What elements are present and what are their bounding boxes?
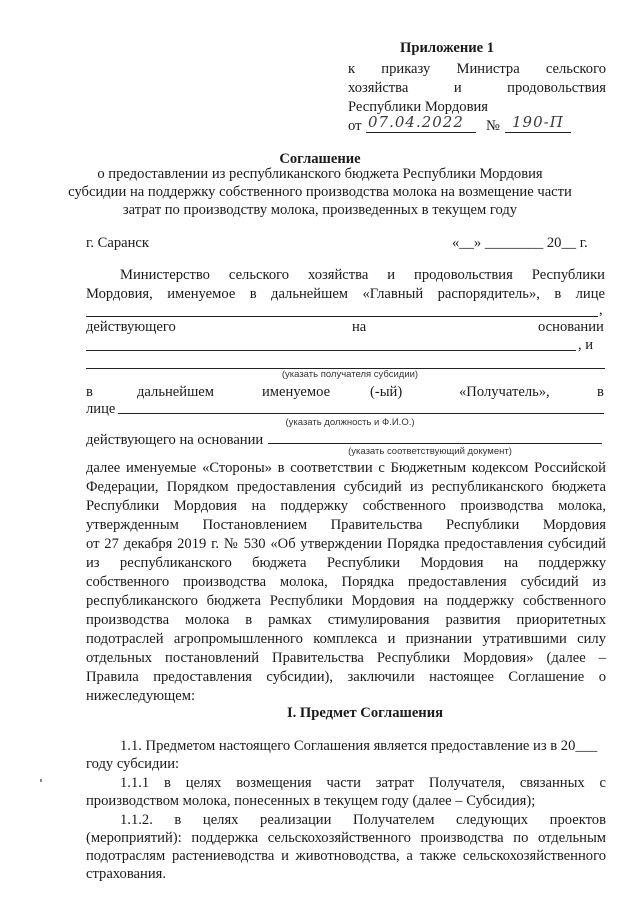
paragraph-line: отдельных постановлений Правительства Республики Мордовия» (далее – xyxy=(86,650,606,666)
parties-line-3b: на xyxy=(352,319,367,335)
handwritten-number: 190-П xyxy=(512,113,564,131)
section-1-title: I. Предмет Соглашения xyxy=(286,705,444,721)
appendix-date-prefix: от xyxy=(348,118,362,134)
paragraph-line: далее именуемые «Стороны» в соответствии с Бюджетным кодексом Российской xyxy=(86,460,606,476)
parties-line-6a: лице xyxy=(86,401,116,417)
appendix-number-prefix: № xyxy=(486,118,500,134)
parties-line-5a: в xyxy=(86,384,93,400)
clause-1-1-2-line-1: 1.1.2. в целях реализации Получателем следующих проектов xyxy=(120,812,606,828)
date-underline xyxy=(366,132,476,133)
paragraph-line: собственного производства молока, Порядка предоставления субсидий из xyxy=(86,574,606,590)
paragraph-line: нижеследующем: xyxy=(86,688,196,704)
clause-1-1-1-line-1: 1.1.1 в целях возмещения части затрат Получателя, связанных с xyxy=(120,775,606,791)
agreement-subtitle-2: субсидии на поддержку собственного производства молока на возмещение части xyxy=(68,184,572,200)
parties-line-2: Мордовия, именуемое в дальнейшем «Главный распорядитель», в лице xyxy=(86,286,605,302)
date-template: «__» ________ 20__ г. xyxy=(452,235,588,251)
blank-line-2 xyxy=(86,350,576,351)
caption-document: (указать соответствующий документ) xyxy=(348,446,512,457)
city: г. Саранск xyxy=(86,235,149,251)
parties-line-1: Министерство сельского хозяйства и продовольствия Республики xyxy=(120,267,605,283)
paragraph-line: производства молока в рамках стимулирования развития приоритетных xyxy=(86,612,606,628)
number-underline xyxy=(505,132,571,133)
blank-line-2-end: , и xyxy=(578,337,594,353)
agreement-title: Соглашение xyxy=(279,151,361,167)
appendix-title: Приложение 1 xyxy=(400,40,495,56)
paragraph-line: подотраслей агропромышленного комплекса и признании утратившими силу xyxy=(86,631,606,647)
paragraph-line: утвержденным Постановлением Правительства Республики Мордовия xyxy=(86,517,606,533)
clause-1-1-line-1: 1.1. Предметом настоящего Соглашения является предоставление из в 20___ xyxy=(120,738,598,754)
appendix-line-2: хозяйства и продовольствия xyxy=(348,80,606,96)
appendix-line-1: к приказу Министра сельского xyxy=(348,61,606,77)
blank-line-document xyxy=(268,443,602,444)
handwritten-date: 07.04.2022 xyxy=(368,113,464,131)
parties-line-3c: основании xyxy=(538,319,604,335)
blank-line-1 xyxy=(86,316,598,317)
parties-line-7a: действующего на основании xyxy=(86,432,264,448)
parties-line-5d: (-ый) xyxy=(370,384,403,400)
clause-1-1-2-line-2: (мероприятий): поддержка сельскохозяйственного производства по отдельным xyxy=(86,830,606,846)
paragraph-line: от 27 декабря 2019 г. № 530 «Об утверждении Порядка предоставления субсидий xyxy=(86,536,606,552)
parties-line-5b: дальнейшем xyxy=(137,384,215,400)
agreement-subtitle-1: о предоставлении из республиканского бюджета Республики Мордовия xyxy=(97,166,543,182)
agreement-subtitle-3: затрат по производству молока, произведенных в текущем году xyxy=(122,202,518,218)
blank-line-position xyxy=(118,413,604,414)
paragraph-line: Республики Мордовия на поддержку собственного производства молока, xyxy=(86,498,606,514)
blank-line-1-end: , xyxy=(599,302,603,318)
parties-paragraph xyxy=(86,459,606,706)
parties-line-5f: в xyxy=(597,384,604,400)
caption-position: (указать должность и Ф.И.О.) xyxy=(285,417,415,428)
appendix-line-3: Республики Мордовия xyxy=(348,99,489,115)
clause-1-1-line-2: году субсидии: xyxy=(86,756,180,772)
caption-recipient: (указать получателя субсидии) xyxy=(281,369,419,380)
paragraph-line: Правила предоставления субсидии), заключили настоящее Соглашение о xyxy=(86,669,606,685)
clause-1-1-2-line-4: страхования. xyxy=(86,866,167,882)
scan-mark xyxy=(40,779,42,782)
paragraph-line: из республиканского бюджета Республики Мордовия на поддержку xyxy=(86,555,606,571)
paragraph-line: республиканского бюджета Республики Мордовия на поддержку собственного xyxy=(86,593,606,609)
paragraph-line: Федерации, Порядком предоставления субсидий из республиканского бюджета xyxy=(86,479,606,495)
parties-line-3a: действующего xyxy=(86,319,176,335)
clause-1-1-2-line-3: подотраслям растениеводства и животноводства, а также сельскохозяйственного xyxy=(86,848,606,864)
parties-line-5c: именуемое xyxy=(262,384,331,400)
parties-line-5e: «Получатель», xyxy=(459,384,550,400)
clause-1-1-1-line-2: производством молока, понесенных в текущем году (далее – Субсидия); xyxy=(86,793,536,809)
